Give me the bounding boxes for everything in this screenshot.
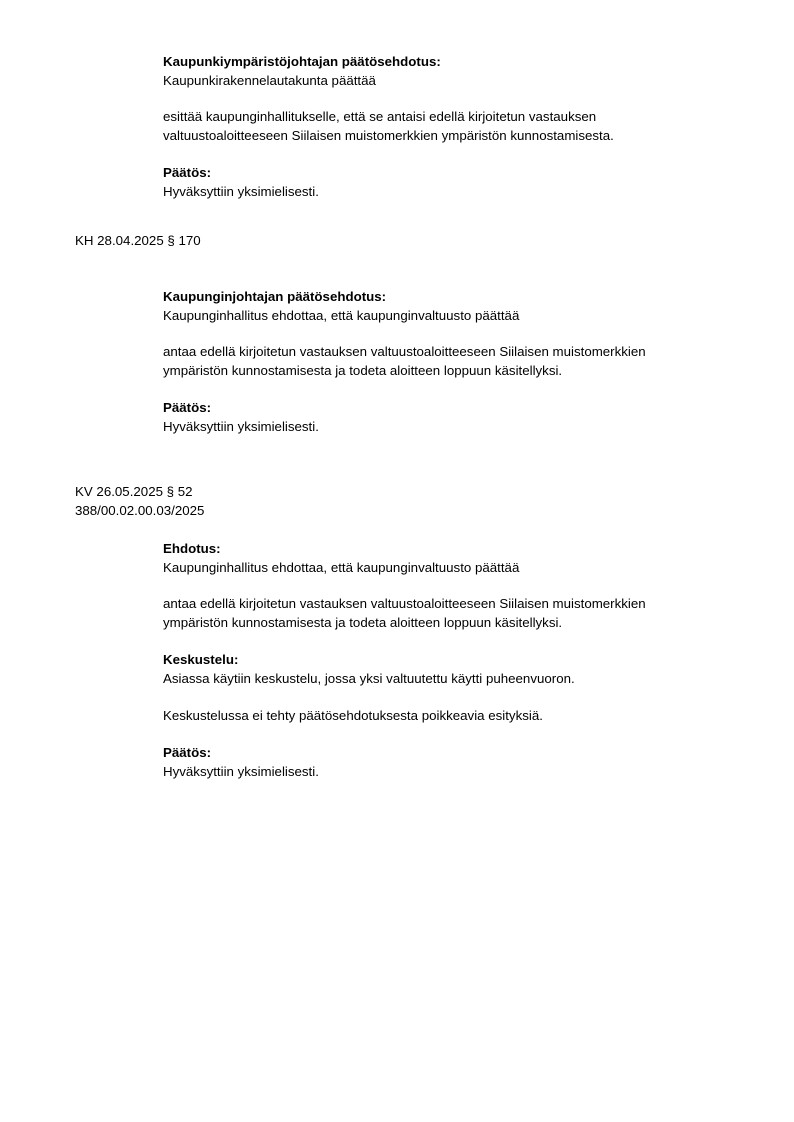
section-mayor-proposal [163, 288, 743, 325]
decision-text: Hyväksyttiin yksimielisesti. [163, 183, 319, 199]
discussion-text: Asiassa käytiin keskustelu, jossa yksi valtuutettu käytti puheenvuoron. [163, 670, 575, 686]
decision-heading: Päätös: [163, 165, 212, 180]
section-environment-director-proposal [163, 53, 743, 90]
decision-block [163, 164, 743, 201]
proposal-line: antaa edellä kirjoitetun vastauksen valtuustoaloitteeseen Siilaisen muistomerkkien [163, 596, 646, 611]
proposal-intro: Kaupunginhallitus ehdottaa, että kaupunginvaltuusto päättää [163, 559, 520, 575]
proposal-line: ympäristön kunnostamisesta ja todeta aloitteen loppuun käsitellyksi. [163, 614, 563, 630]
discussion-note: Keskustelussa ei tehty päätösehdotuksesta poikkeavia esityksiä. [163, 708, 543, 723]
proposal-line: antaa edellä kirjoitetun vastauksen valtuustoaloitteeseen Siilaisen muistomerkkien [163, 344, 646, 359]
decision-heading: Päätös: [163, 400, 212, 415]
discussion-note-block [163, 707, 743, 726]
meeting-reference [75, 483, 204, 520]
proposal-intro: Kaupunkirakennelautakunta päättää [163, 72, 376, 88]
decision-text: Hyväksyttiin yksimielisesti. [163, 418, 319, 434]
discussion-heading: Keskustelu: [163, 652, 239, 667]
proposal-line: valtuustoaloitteeseen Siilaisen muistomerkkien ympäristön kunnostamisesta. [163, 127, 614, 143]
proposal-text [163, 343, 743, 380]
proposal-text [163, 595, 743, 632]
record-id: 388/00.02.00.03/2025 [75, 502, 205, 518]
decision-text: Hyväksyttiin yksimielisesti. [163, 763, 319, 779]
decision-block [163, 744, 743, 781]
proposal-heading: Kaupunginjohtajan päätösehdotus: [163, 289, 387, 304]
proposal-heading: Ehdotus: [163, 541, 221, 556]
proposal-heading: Kaupunkiympäristöjohtajan päätösehdotus: [163, 54, 441, 69]
section-council-proposal [163, 540, 743, 577]
proposal-text [163, 108, 743, 145]
reference-kh: KH 28.04.2025 § 170 [75, 233, 201, 248]
proposal-line: esittää kaupunginhallitukselle, että se antaisi edellä kirjoitetun vastauksen [163, 109, 597, 124]
decision-block [163, 399, 743, 436]
discussion-block [163, 651, 743, 688]
proposal-intro: Kaupunginhallitus ehdottaa, että kaupunginvaltuusto päättää [163, 307, 520, 323]
reference-kv: KV 26.05.2025 § 52 [75, 484, 193, 499]
decision-heading: Päätös: [163, 745, 212, 760]
meeting-reference [75, 232, 201, 251]
proposal-line: ympäristön kunnostamisesta ja todeta aloitteen loppuun käsitellyksi. [163, 362, 563, 378]
